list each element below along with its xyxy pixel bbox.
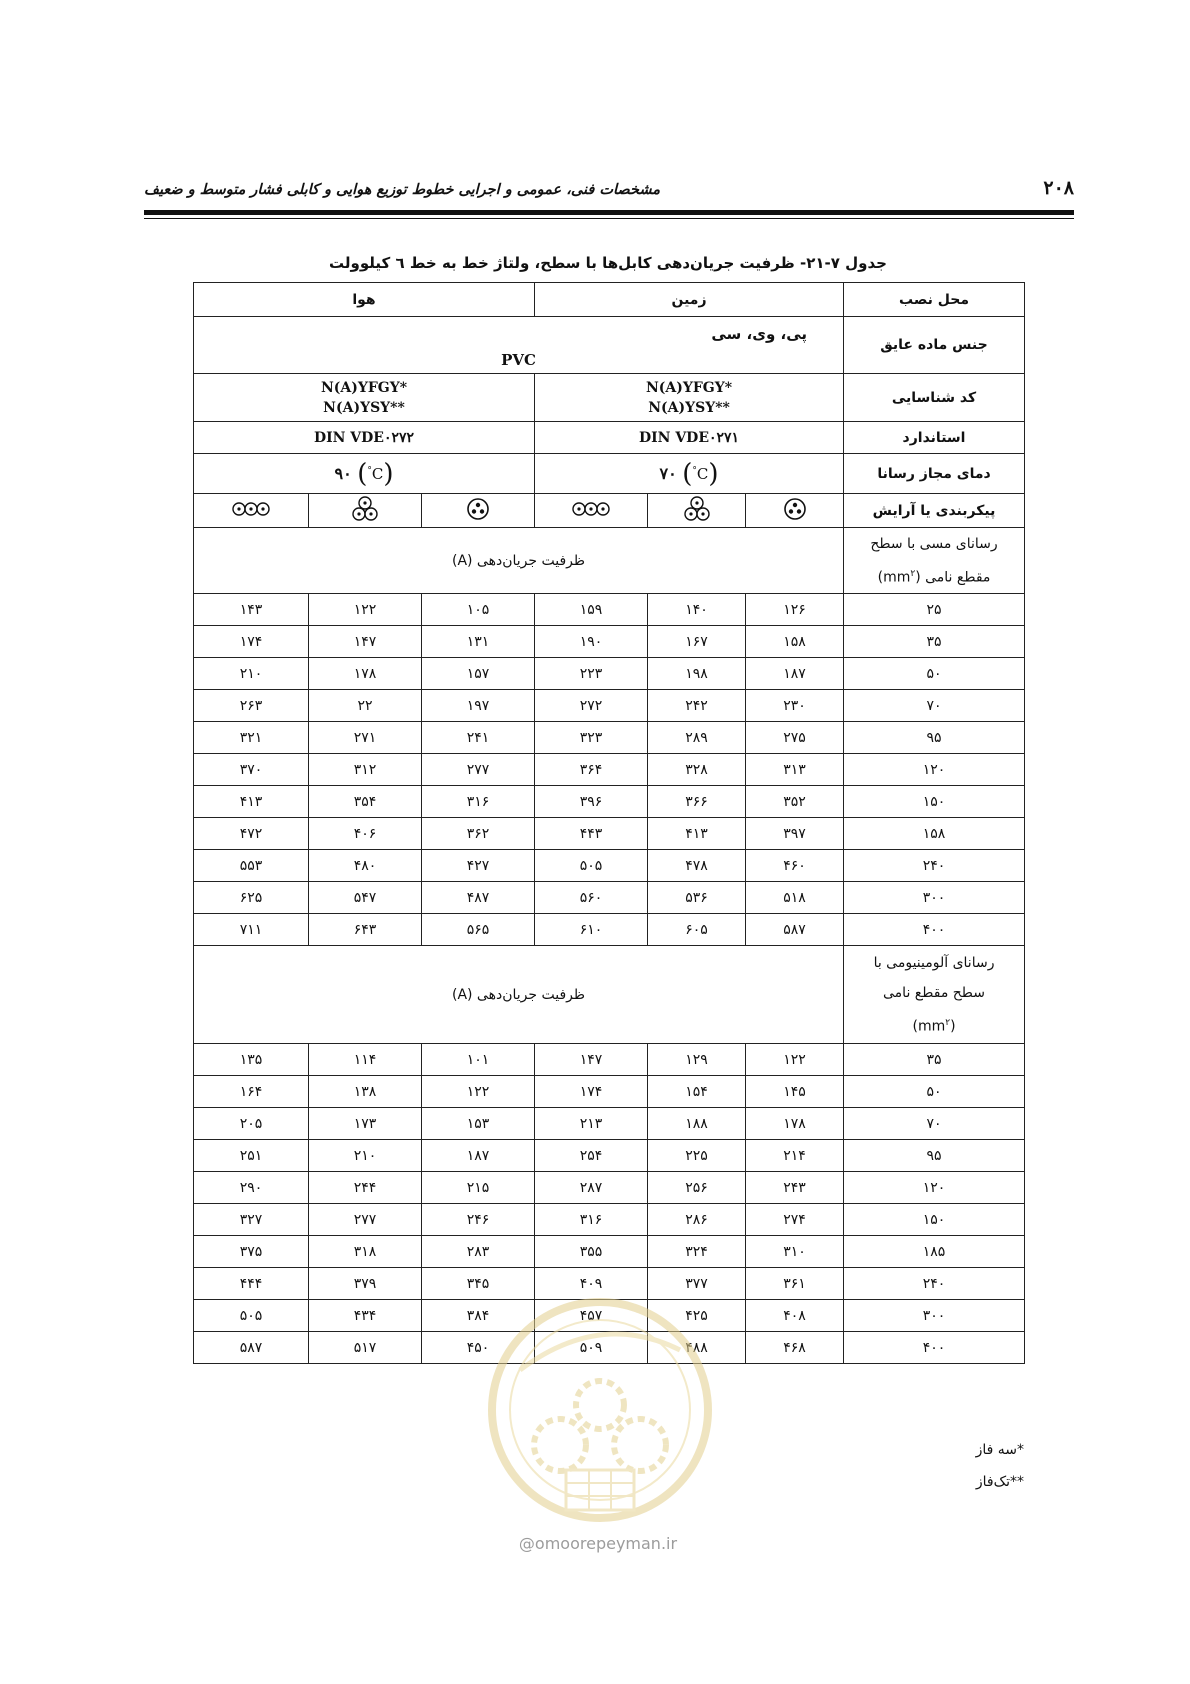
aluminum-capacity-cell: ۳۲۴	[648, 1236, 746, 1268]
insulation-fa: پی، وی، سی	[711, 325, 808, 343]
aluminum-capacity-cell: ۳۴۵	[422, 1268, 535, 1300]
aluminum-capacity-cell: ۲۰۵	[194, 1108, 309, 1140]
aluminum-capacity-cell: ۱۳۵	[194, 1044, 309, 1076]
aluminum-capacity-cell: ۱۷۸	[746, 1108, 844, 1140]
aluminum-cross-section-cell: ۱۲۰	[844, 1172, 1025, 1204]
copper-cross-section-cell: ۳۵	[844, 626, 1025, 658]
air-standard: DIN VDE۰۲۷۲	[194, 422, 535, 454]
cable-capacity-table	[193, 282, 1025, 1364]
aluminum-cross-section-cell: ۱۵۰	[844, 1204, 1025, 1236]
aluminum-capacity-cell: ۵۰۹	[535, 1332, 648, 1364]
aluminum-capacity-cell: ۱۶۴	[194, 1076, 309, 1108]
aluminum-cross-section-cell: ۳۵	[844, 1044, 1025, 1076]
aluminum-capacity-cell: ۲۱۵	[422, 1172, 535, 1204]
copper-capacity-cell: ۱۰۵	[422, 594, 535, 626]
header-rule-thick	[144, 210, 1074, 215]
copper-capacity-cell: ۳۶۶	[648, 786, 746, 818]
aluminum-capacity-cell: ۲۲۵	[648, 1140, 746, 1172]
copper-capacity-cell: ۲۴۱	[422, 722, 535, 754]
aluminum-capacity-cell: ۲۹۰	[194, 1172, 309, 1204]
copper-capacity-cell: ۵۴۷	[309, 882, 422, 914]
three-circles-flat-icon	[535, 494, 648, 528]
ground-temperature	[535, 454, 844, 494]
copper-capacity-cell: ۵۶۰	[535, 882, 648, 914]
aluminum-capacity-cell: ۱۴۷	[535, 1044, 648, 1076]
three-circles-trefoil-icon	[309, 494, 422, 528]
ground-label: زمین	[535, 283, 844, 317]
aluminum-capacity-cell: ۱۱۴	[309, 1044, 422, 1076]
watermark-site: @omoorepeyman.ir	[518, 1534, 678, 1553]
copper-capacity-cell: ۳۱۶	[422, 786, 535, 818]
copper-cross-section-cell: ۵۰	[844, 658, 1025, 690]
copper-capacity-cell: ۳۶۴	[535, 754, 648, 786]
aluminum-subheader-row	[194, 946, 1025, 1044]
copper-capacity-cell: ۲۱۰	[194, 658, 309, 690]
aluminum-capacity-cell: ۱۲۲	[746, 1044, 844, 1076]
copper-capacity-cell: ۴۱۳	[648, 818, 746, 850]
three-core-trefoil-touching-icon	[746, 494, 844, 528]
copper-capacity-cell: ۵۰۵	[535, 850, 648, 882]
aluminum-capacity-cell: ۴۸۸	[648, 1332, 746, 1364]
copper-cross-section-cell: ۱۵۸	[844, 818, 1025, 850]
arrangement-row	[194, 494, 1025, 528]
copper-cross-section-cell: ۲۵	[844, 594, 1025, 626]
copper-capacity-cell: ۱۵۷	[422, 658, 535, 690]
copper-capacity-cell: ۱۳۱	[422, 626, 535, 658]
copper-row	[194, 754, 1025, 786]
air-code-line1: N(A)YFGY*	[320, 379, 408, 396]
aluminum-capacity-cell: ۳۱۰	[746, 1236, 844, 1268]
aluminum-capacity-cell: ۴۶۸	[746, 1332, 844, 1364]
copper-capacity-cell: ۳۱۳	[746, 754, 844, 786]
copper-subheader-row	[194, 528, 1025, 594]
copper-capacity-cell: ۳۹۶	[535, 786, 648, 818]
footnotes	[976, 1434, 1024, 1498]
copper-capacity-cell: ۳۷۰	[194, 754, 309, 786]
copper-capacity-cell: ۴۰۶	[309, 818, 422, 850]
copper-cross-section-cell: ۳۰۰	[844, 882, 1025, 914]
aluminum-capacity-cell: ۳۱۶	[535, 1204, 648, 1236]
aluminum-row	[194, 1204, 1025, 1236]
air-label: هوا	[194, 283, 535, 317]
air-code	[194, 374, 535, 422]
aluminum-capacity-cell: ۱۵۴	[648, 1076, 746, 1108]
table-caption: جدول ۷-۲۱- ظرفیت جریان‌دهی کابل‌ها با سطح، ولتاژ خط به خط ٦ کیلوولت	[329, 254, 887, 272]
aluminum-row	[194, 1108, 1025, 1140]
copper-row	[194, 690, 1025, 722]
code-header: کد شناسایی	[844, 374, 1025, 422]
copper-row	[194, 882, 1025, 914]
temperature-row	[194, 454, 1025, 494]
ground-code-line1: N(A)YFGY*	[645, 379, 733, 396]
aluminum-capacity-cell: ۳۷۹	[309, 1268, 422, 1300]
aluminum-capacity-cell: ۲۵۴	[535, 1140, 648, 1172]
aluminum-capacity-cell: ۱۷۳	[309, 1108, 422, 1140]
aluminum-capacity-cell: ۲۵۱	[194, 1140, 309, 1172]
copper-capacity-cell: ۴۸۰	[309, 850, 422, 882]
copper-capacity-cell: ۵۵۳	[194, 850, 309, 882]
copper-cross-section-cell: ۱۵۰	[844, 786, 1025, 818]
copper-capacity-cell: ۲۲۳	[535, 658, 648, 690]
aluminum-cross-section-cell: ۱۸۵	[844, 1236, 1025, 1268]
footnote-three-phase: *سه فاز	[975, 1442, 1024, 1458]
aluminum-capacity-cell: ۳۱۸	[309, 1236, 422, 1268]
copper-capacity-cell: ۱۹۸	[648, 658, 746, 690]
aluminum-capacity-cell: ۲۴۴	[309, 1172, 422, 1204]
copper-capacity-cell: ۳۵۴	[309, 786, 422, 818]
aluminum-row	[194, 1044, 1025, 1076]
copper-capacity-cell: ۲۷۲	[535, 690, 648, 722]
aluminum-capacity-cell: ۴۳۴	[309, 1300, 422, 1332]
aluminum-capacity-cell: ۱۲۲	[422, 1076, 535, 1108]
copper-capacity-cell: ۲۶۳	[194, 690, 309, 722]
aluminum-capacity-cell: ۱۲۹	[648, 1044, 746, 1076]
copper-capacity-cell: ۶۲۵	[194, 882, 309, 914]
ground-code-line2: N(A)YSY**	[648, 399, 730, 416]
copper-capacity-cell: ۳۲۸	[648, 754, 746, 786]
copper-capacity-cell: ۳۶۲	[422, 818, 535, 850]
aluminum-cross-section-cell: ۵۰	[844, 1076, 1025, 1108]
copper-capacity-cell: ۴۶۰	[746, 850, 844, 882]
copper-row	[194, 818, 1025, 850]
copper-capacity-cell: ۲۷۱	[309, 722, 422, 754]
copper-capacity-cell: ۵۸۷	[746, 914, 844, 946]
aluminum-row	[194, 1140, 1025, 1172]
aluminum-capacity-cell: ۲۸۶	[648, 1204, 746, 1236]
ground-standard: DIN VDE۰۲۷۱	[535, 422, 844, 454]
copper-capacity-cell: ۱۲۲	[309, 594, 422, 626]
watermark-seal-icon	[480, 1290, 720, 1540]
insulation-en: PVC	[501, 351, 536, 369]
copper-capacity-cell: ۱۸۷	[746, 658, 844, 690]
aluminum-capacity-cell: ۵۸۷	[194, 1332, 309, 1364]
copper-capacity-cell: ۲۲	[309, 690, 422, 722]
aluminum-capacity-label: ظرفیت جریان‌دهی (A)	[194, 946, 844, 1044]
copper-row	[194, 850, 1025, 882]
installation-row	[194, 283, 1025, 317]
code-row	[194, 374, 1025, 422]
aluminum-capacity-cell: ۴۵۰	[422, 1332, 535, 1364]
copper-capacity-cell: ۲۳۰	[746, 690, 844, 722]
aluminum-capacity-cell: ۱۴۵	[746, 1076, 844, 1108]
copper-capacity-cell: ۴۸۷	[422, 882, 535, 914]
copper-capacity-cell: ۱۹۰	[535, 626, 648, 658]
air-temperature	[194, 454, 535, 494]
aluminum-capacity-cell: ۳۷۷	[648, 1268, 746, 1300]
aluminum-cross-section-cell: ۴۰۰	[844, 1332, 1025, 1364]
copper-capacity-cell: ۵۱۸	[746, 882, 844, 914]
copper-capacity-cell: ۱۶۷	[648, 626, 746, 658]
copper-cross-section-cell: ۹۵	[844, 722, 1025, 754]
aluminum-capacity-cell: ۲۷۴	[746, 1204, 844, 1236]
aluminum-row	[194, 1076, 1025, 1108]
aluminum-row	[194, 1172, 1025, 1204]
copper-capacity-cell: ۳۹۷	[746, 818, 844, 850]
air-temperature-value: ۹۰ (°C)	[334, 458, 394, 489]
copper-capacity-cell: ۶۴۳	[309, 914, 422, 946]
three-circles-flat-icon	[194, 494, 309, 528]
aluminum-cross-section-cell: ۹۵	[844, 1140, 1025, 1172]
aluminum-capacity-cell: ۱۸۷	[422, 1140, 535, 1172]
page-number: ۲۰۸	[1043, 177, 1074, 199]
aluminum-capacity-cell: ۲۵۶	[648, 1172, 746, 1204]
aluminum-capacity-cell: ۳۸۴	[422, 1300, 535, 1332]
copper-capacity-cell: ۷۱۱	[194, 914, 309, 946]
copper-cross-section-cell: ۴۰۰	[844, 914, 1025, 946]
aluminum-capacity-cell: ۲۴۶	[422, 1204, 535, 1236]
aluminum-capacity-cell: ۱۷۴	[535, 1076, 648, 1108]
copper-capacity-cell: ۴۲۷	[422, 850, 535, 882]
running-header	[144, 177, 1074, 207]
aluminum-capacity-cell: ۳۷۵	[194, 1236, 309, 1268]
aluminum-capacity-cell: ۲۷۷	[309, 1204, 422, 1236]
copper-cross-section-cell: ۲۴۰	[844, 850, 1025, 882]
footnote-single-phase: **تک‌فاز	[975, 1474, 1024, 1490]
copper-capacity-cell: ۴۷۲	[194, 818, 309, 850]
aluminum-cross-section-cell: ۳۰۰	[844, 1300, 1025, 1332]
running-title: مشخصات فنی، عمومی و اجرایی خطوط توزیع هوایی و کابلی فشار متوسط و ضعیف	[144, 181, 661, 198]
three-core-trefoil-touching-icon	[422, 494, 535, 528]
aluminum-conductor-label: رسانای آلومینیومی با سطح مقطع نامی $(mm^۲)$	[844, 946, 1025, 1044]
aluminum-capacity-cell: ۱۳۸	[309, 1076, 422, 1108]
ground-temperature-value: ۷۰ (°C)	[659, 458, 719, 489]
copper-capacity-cell: ۵۳۶	[648, 882, 746, 914]
copper-capacity-cell: ۵۶۵	[422, 914, 535, 946]
aluminum-capacity-cell: ۴۴۴	[194, 1268, 309, 1300]
copper-row	[194, 914, 1025, 946]
aluminum-capacity-cell: ۴۵۷	[535, 1300, 648, 1332]
installation-header: محل نصب	[844, 283, 1025, 317]
copper-cross-section-cell: ۱۲۰	[844, 754, 1025, 786]
aluminum-capacity-cell: ۲۸۳	[422, 1236, 535, 1268]
copper-row	[194, 722, 1025, 754]
copper-row	[194, 626, 1025, 658]
copper-capacity-label: ظرفیت جریان‌دهی (A)	[194, 528, 844, 594]
copper-capacity-cell: ۱۷۴	[194, 626, 309, 658]
copper-capacity-cell: ۱۴۳	[194, 594, 309, 626]
aluminum-cross-section-cell: ۲۴۰	[844, 1268, 1025, 1300]
aluminum-capacity-cell: ۴۰۹	[535, 1268, 648, 1300]
copper-capacity-cell: ۲۷۷	[422, 754, 535, 786]
copper-capacity-cell: ۱۵۹	[535, 594, 648, 626]
aluminum-cross-section-cell: ۷۰	[844, 1108, 1025, 1140]
copper-capacity-cell: ۳۲۱	[194, 722, 309, 754]
copper-capacity-cell: ۱۴۷	[309, 626, 422, 658]
air-code-line2: N(A)YSY**	[323, 399, 405, 416]
copper-capacity-cell: ۴۱۳	[194, 786, 309, 818]
copper-capacity-cell: ۲۷۵	[746, 722, 844, 754]
copper-capacity-cell: ۱۴۰	[648, 594, 746, 626]
header-rule-thin	[144, 218, 1074, 219]
copper-conductor-label: رسانای مسی با سطح مقطع نامی $(mm^۲)$	[844, 528, 1025, 594]
aluminum-capacity-cell: ۲۱۳	[535, 1108, 648, 1140]
copper-capacity-cell: ۳۲۳	[535, 722, 648, 754]
standard-row	[194, 422, 1025, 454]
copper-capacity-cell: ۲۴۲	[648, 690, 746, 722]
copper-capacity-cell: ۳۱۲	[309, 754, 422, 786]
three-circles-trefoil-icon	[648, 494, 746, 528]
copper-capacity-cell: ۱۷۸	[309, 658, 422, 690]
aluminum-capacity-cell: ۱۵۳	[422, 1108, 535, 1140]
copper-capacity-cell: ۱۵۸	[746, 626, 844, 658]
ground-code	[535, 374, 844, 422]
copper-capacity-cell: ۴۷۸	[648, 850, 746, 882]
copper-row	[194, 786, 1025, 818]
copper-capacity-cell: ۳۵۲	[746, 786, 844, 818]
copper-row	[194, 594, 1025, 626]
insulation-header: جنس ماده عایق	[844, 317, 1025, 374]
aluminum-capacity-cell: ۱۸۸	[648, 1108, 746, 1140]
copper-capacity-cell: ۶۱۰	[535, 914, 648, 946]
temperature-header: دمای مجاز رسانا	[844, 454, 1025, 494]
copper-rows	[194, 594, 1025, 946]
aluminum-capacity-cell: ۲۴۳	[746, 1172, 844, 1204]
aluminum-row	[194, 1236, 1025, 1268]
aluminum-capacity-cell: ۲۸۷	[535, 1172, 648, 1204]
copper-capacity-cell: ۲۸۹	[648, 722, 746, 754]
insulation-row	[194, 317, 1025, 374]
aluminum-capacity-cell: ۳۲۷	[194, 1204, 309, 1236]
aluminum-capacity-cell: ۴۰۸	[746, 1300, 844, 1332]
aluminum-capacity-cell: ۲۱۴	[746, 1140, 844, 1172]
copper-capacity-cell: ۱۲۶	[746, 594, 844, 626]
aluminum-capacity-cell: ۱۰۱	[422, 1044, 535, 1076]
standard-header: استاندارد	[844, 422, 1025, 454]
copper-cross-section-cell: ۷۰	[844, 690, 1025, 722]
aluminum-capacity-cell: ۵۱۷	[309, 1332, 422, 1364]
arrangement-header: پیکربندی یا آرایش	[844, 494, 1025, 528]
aluminum-capacity-cell: ۳۵۵	[535, 1236, 648, 1268]
copper-capacity-cell: ۱۹۷	[422, 690, 535, 722]
copper-capacity-cell: ۴۴۳	[535, 818, 648, 850]
aluminum-capacity-cell: ۴۲۵	[648, 1300, 746, 1332]
aluminum-capacity-cell: ۵۰۵	[194, 1300, 309, 1332]
aluminum-capacity-cell: ۲۱۰	[309, 1140, 422, 1172]
aluminum-capacity-cell: ۳۶۱	[746, 1268, 844, 1300]
copper-row	[194, 658, 1025, 690]
copper-capacity-cell: ۶۰۵	[648, 914, 746, 946]
insulation-cell	[194, 317, 844, 374]
